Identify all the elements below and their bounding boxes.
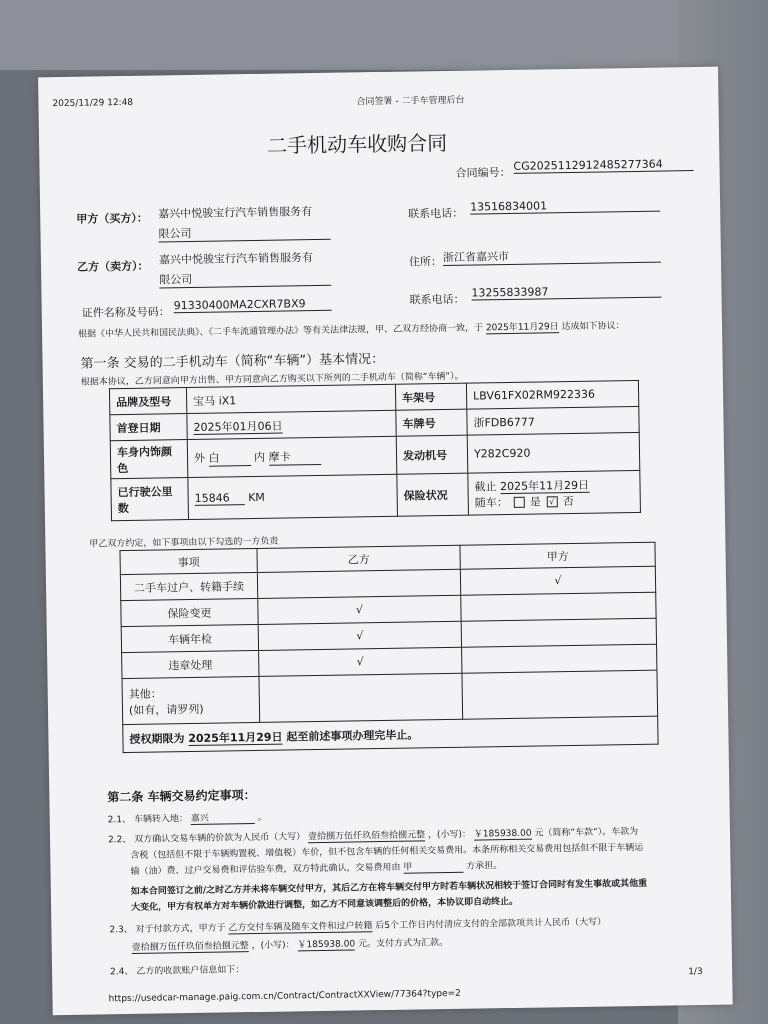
no-checkbox-checked: √ (546, 496, 557, 507)
clause-2-1-text: 车辆转入地： (133, 814, 189, 825)
clause-2-2-line3-post: 方承担。 (466, 861, 503, 872)
print-page-title: 合同签署 - 二手车管理后台 (356, 95, 465, 108)
clause-2-1-value: 嘉兴 (191, 810, 255, 825)
inner-prefix: 内 (253, 450, 266, 464)
duty-b-mark: √ (259, 647, 462, 676)
color-label: 车身内饰颜色 (110, 440, 188, 479)
clause-2-3-lower: ￥185938.00 (297, 939, 356, 951)
clause-2-1-end: 。 (257, 812, 267, 823)
insurance-until: 2025年11月29日 (499, 478, 590, 493)
clause-2-2-upper: 壹拾捌万伍仟玖佰叁拾捌元整 (308, 830, 426, 843)
article-1-intro: 根据本协议，乙方同意向甲方出售、甲方同意向乙方购买以下所列的二手机动车（简称“车辆”）。 (80, 371, 464, 388)
clause-2-2-payer: 甲 (403, 859, 463, 874)
clause-2-3-upper: 壹拾捌万伍仟玖佰叁拾捌元整 (131, 941, 249, 953)
mileage-unit: KM (248, 490, 265, 504)
party-a-name-1: 嘉兴中悦骏宝行汽车销售服务有 (158, 205, 313, 221)
other-hint: (如有，请罗列) (128, 702, 204, 717)
clause-2-2-line3: 输（油）费、过户交易费和评估验车费，双方特此确认，交易费用由 (130, 862, 401, 877)
duty-item: 违章处理 (122, 650, 259, 678)
duty-table (119, 542, 658, 753)
duty-header-b: 乙方 (257, 545, 460, 572)
insurance-label: 保险状况 (397, 473, 469, 516)
clause-2-3-post: 后5个工作日内付清应支付的全部款项共计人民币（大写） (375, 917, 607, 932)
clause-2-2-line2: 含税（包括但不限于车辆购置税、增值税）车价，但不包含车辆的任何相关交易费用。本条所称相关交易费用包括但不限于车辆运 (130, 842, 644, 861)
print-url: https://usedcar-manage.paig.com.cn/Contract/ContractXXView/77364?type=2 (108, 988, 461, 1005)
duty-b-mark: √ (258, 621, 461, 650)
mileage-label: 已行驶公里数 (111, 478, 189, 521)
clause-2-3-mid: ，(小写)： (251, 940, 295, 952)
duty-intro: 甲乙双方约定，如下事项由以下勾选的一方负责 (89, 536, 279, 550)
clause-2-3-pre: 对于付款方式，甲方于 (135, 923, 226, 935)
contract-page (38, 67, 733, 1016)
duty-b-mark: √ (258, 595, 461, 624)
engine-value: Y282C920 (467, 432, 640, 473)
contract-no: CG2025112912485277364 (513, 157, 693, 174)
deadline-post: 起至前述事项办理完毕止。 (286, 727, 419, 744)
party-b-name-2: 限公司 (159, 269, 331, 289)
duty-header-a: 甲方 (460, 542, 655, 569)
party-a-label: 甲方（买方）： (76, 211, 148, 226)
inner-color: 摩卡 (268, 448, 320, 466)
yes-label: 是 (529, 494, 541, 509)
engine-label: 发动机号 (396, 435, 468, 474)
basis-text: 根据《中华人民共和国民法典》、《二手车流通管理办法》等有关法律法规，甲、乙双方经协商一致，于 (78, 323, 484, 340)
duty-item: 保险变更 (121, 598, 258, 626)
clause-2-2-post: 元（简称“车款”）。车款为 (534, 827, 639, 839)
clause-2-3-cond: 乙方交付车辆及随车文件和过户转籍 (228, 921, 373, 934)
other-label: 其他： (128, 686, 162, 701)
other-b (259, 673, 463, 722)
deadline-date: 2025年11月29日 (188, 730, 283, 745)
clause-2-4-text: 乙方的收款账户信息如下： (136, 965, 245, 977)
plate-value: 浙FDB6777 (467, 406, 639, 435)
party-b-address: 浙江省嘉兴市 (443, 246, 661, 266)
background-desk (0, 0, 768, 70)
duty-item: 二手车过户、转籍手续 (120, 572, 257, 600)
party-b-label: 乙方（卖方）： (76, 259, 149, 274)
clause-2-3-end: 元。支付方式为汇款。 (357, 938, 449, 950)
yes-checkbox (513, 497, 524, 508)
id-label: 证件名称及号码： (81, 305, 170, 320)
party-b-name-1: 嘉兴中悦骏宝行汽车销售服务有 (158, 251, 314, 267)
clause-2-2-mid: ，(小写)： (427, 829, 472, 841)
no-label: 否 (562, 494, 574, 508)
reg-date-value: 2025年01月06日 (193, 419, 283, 434)
duty-a-mark (462, 644, 657, 673)
outer-color: 白 (208, 449, 250, 467)
party-a-name-2: 限公司 (158, 223, 330, 243)
outer-prefix: 外 (193, 451, 206, 465)
clause-2-2-pre: 双方确认交易车辆的价款为人民币（大写） (134, 832, 306, 845)
basis-date: 2025年11月29日 (485, 322, 559, 334)
clause-2-2-no: 2.2、 (107, 834, 132, 846)
vin-value: LBV61FX02RM922336 (466, 380, 638, 409)
duty-a-mark (461, 592, 656, 621)
clause-2-4-no: 2.4、 (110, 966, 134, 978)
duty-a-mark: √ (460, 566, 655, 595)
clause-2-3-no: 2.3、 (109, 924, 133, 936)
party-b-phone: 13255833987 (471, 284, 661, 301)
party-a-phone: 13516834001 (470, 198, 660, 215)
party-a-phone-label: 联系电话： (408, 206, 464, 221)
clause-2-2-bold-2: 大变化，甲方有权单方对车辆价款进行调整，如乙方不同意该调整后的价格，本协议即自动终止。 (131, 896, 519, 913)
vehicle-table (109, 380, 641, 521)
duty-header-item: 事项 (120, 548, 257, 574)
with-car-label: 随车： (474, 495, 508, 510)
contract-no-label: 合同编号： (455, 165, 511, 180)
basis-post: 达成如下协议： (561, 321, 625, 333)
reg-date-label: 首登日期 (110, 414, 187, 441)
party-b-address-label: 住所： (408, 255, 443, 269)
clause-2-1-no: 2.1、 (107, 814, 132, 826)
brand-label: 品牌及型号 (109, 388, 186, 415)
vin-label: 车架号 (395, 383, 466, 410)
clause-2-2-lower: ￥185938.00 (473, 828, 532, 840)
plate-label: 车牌号 (396, 409, 467, 436)
id-value: 91330400MA2CXR7BX9 (174, 297, 332, 313)
article-2-title: 第二条 车辆交易约定事项： (107, 788, 256, 805)
article-1-title: 第一条 交易的二手机动车（简称“车辆”）基本情况： (80, 351, 385, 372)
duty-item: 车辆年检 (121, 624, 258, 652)
clause-2-2-bold-1: 如本合同签订之前/之时乙方并未将车辆交付甲方，其后乙方在将车辆交付甲方时若车辆状况相较于签订合同时有发生事故或其他重 (130, 878, 648, 897)
page-number: 1/3 (688, 967, 703, 978)
party-b-phone-label: 联系电话： (409, 292, 465, 307)
duty-b-mark (257, 569, 460, 598)
duty-a-mark (461, 618, 656, 647)
other-a (462, 670, 658, 719)
insurance-until-prefix: 截止 (474, 479, 497, 494)
contract-title: 二手机动车收购合同 (266, 130, 448, 158)
print-datetime: 2025/11/29 12:48 (52, 97, 134, 110)
deadline-pre: 授权期限为 (129, 731, 185, 746)
brand-value: 宝马 iX1 (186, 384, 395, 413)
mileage-value: 15846 (195, 491, 245, 506)
